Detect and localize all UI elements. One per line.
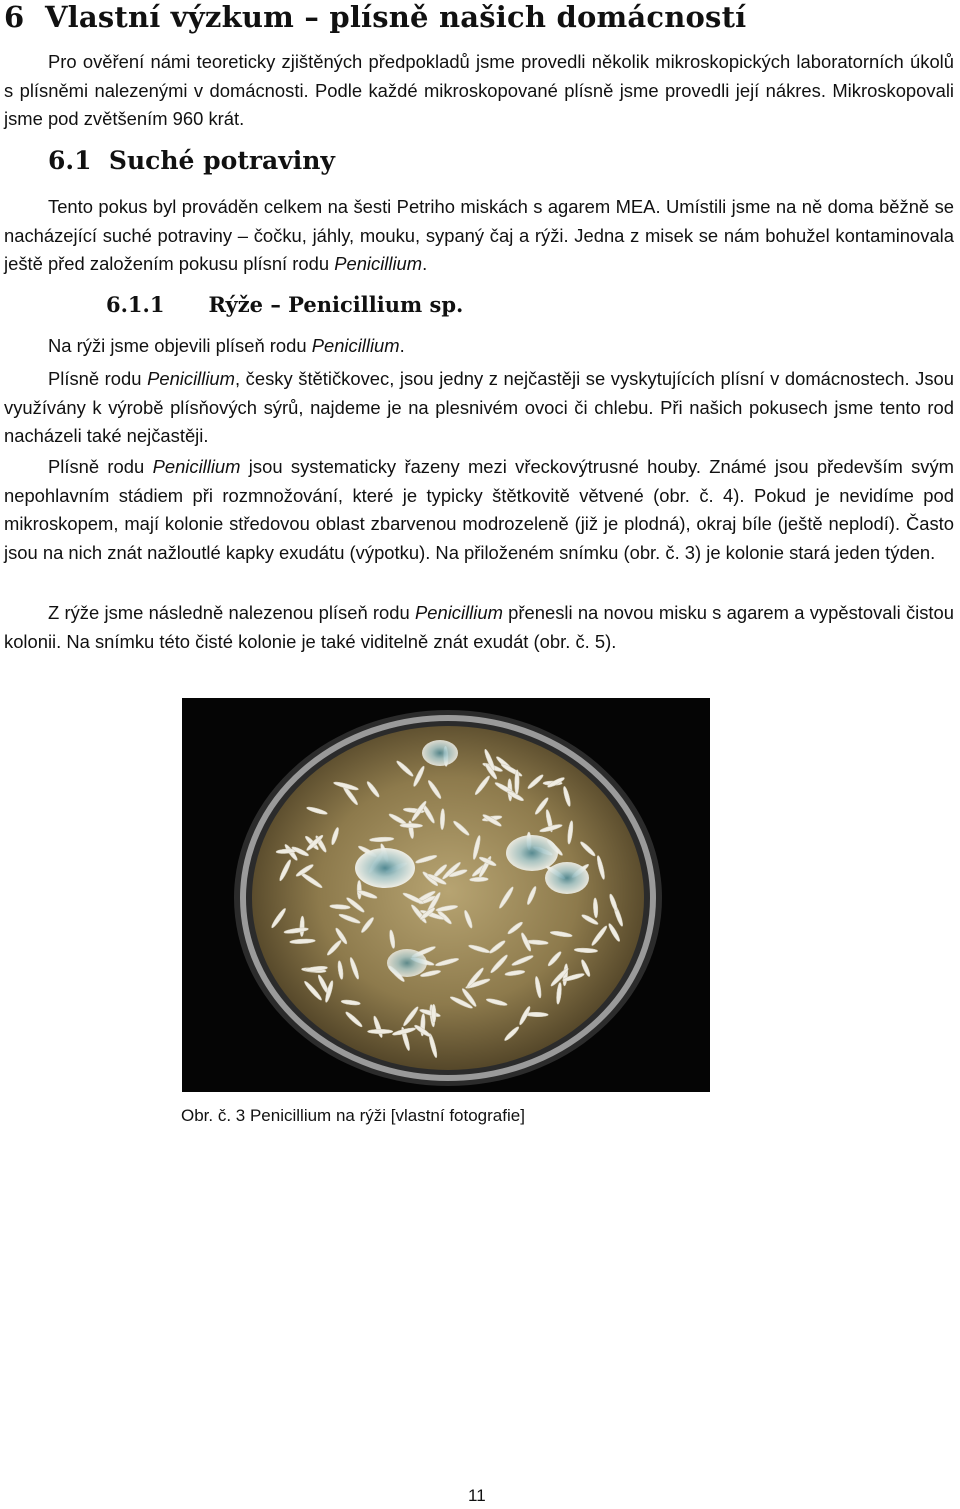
paragraph-2 [4,365,954,451]
p2-text: Plísně rodu [48,368,148,389]
p4-text: Z rýže jsme následně nalezenou plíseň rodu [48,602,415,623]
genus-name: Penicillium [147,368,235,389]
rice-grain [514,770,519,795]
rice-grain [431,1004,436,1023]
intro-paragraph [4,48,954,134]
genus-name: Penicillium [311,335,400,356]
section-title: Suché potraviny [108,146,335,175]
intro-text: Pro ověření námi teoreticky zjištěných předpokladů jsme provedli několik mikroskopických laboratorních úkolů s plísněmi nalezenými v domácnosti. Podle každé mikroskopované plísně jsme provedli její nákres. Mikroskopovali jsme pod zvětšením 960 krát. [4,51,954,130]
section-paragraph [4,193,954,279]
genus-name: Penicillium [334,253,423,275]
paragraph-4 [4,599,954,656]
subsection-number: 6.1.1 [106,292,165,317]
chapter-number: 6 [4,0,25,34]
genus-name: Penicillium [415,602,503,623]
chapter-heading [4,0,746,34]
p3-text-end: jsou systematicky řazeny mezi vřeckovýtrusné houby. Známé jsou především svým nepohlavním stádiem při rozmnožování, které je typicky štětkovitě větvené (obr. č. 4). Pokud je nevidíme pod mikroskopem, mají kolonie středovou oblast zbarvenou modrozeleně (již je plodná), okraj bíle (ještě neplodí). Často jsou na nich znát nažloutlé kapky exudátu (výpotku). Na přiloženém snímku (obr. č. 3) je kolonie stará jeden týden. [4,456,955,563]
p3-text: Plísně rodu [48,456,153,477]
p1-text: Na rýži jsme objevili plíseň rodu [48,335,312,356]
paragraph-3 [4,453,954,567]
rice-grain [367,1029,393,1033]
section-number: 6.1 [48,146,92,175]
section-heading [48,146,335,175]
rice-grain [357,880,362,899]
subsection-heading [106,292,463,317]
subsection-title: Rýže – Penicillium sp. [208,292,464,317]
rice-grain [400,823,423,828]
section-text-end: . [422,253,428,275]
section-text: Tento pokus byl prováděn celkem na šesti Petriho miskách s agarem MEA. Umístili jsme na ně doma běžně se nacházející suché potraviny – čočku, jáhly, mouku, sypaný čaj a rýži. Jedna z misek se nám bohužel kontaminovala ještě před založením pokusu plísní rodu [4,196,954,275]
p1-text-end: . [399,335,405,356]
figure-caption: Obr. č. 3 Penicillium na rýži [vlastní fotografie] [181,1106,525,1125]
genus-name: Penicillium [152,456,241,477]
p2-text-end: , česky štětičkovec, jsou jedny z nejčastěji se vyskytujících plísní v domácnostech. Jsou využívány k výrobě plísňových sýrů, najdeme je na plesnivém ovoci či chlebu. Při našich pokusech jsme tento rod nacházeli také nejčastěji. [4,368,954,447]
petri-dish-photo [182,698,710,1092]
p4-text-end: přenesli na novou misku s agarem a vypěstovali čistou kolonii. Na snímku této čisté kolonie je také viditelně znát exudát (obr. č. 5). [4,602,954,652]
page-number: 11 [468,1486,486,1505]
petri-dish-illustration [182,698,710,1092]
chapter-title: Vlastní výzkum – plísně našich domácností [44,0,747,34]
paragraph-1 [4,332,954,361]
